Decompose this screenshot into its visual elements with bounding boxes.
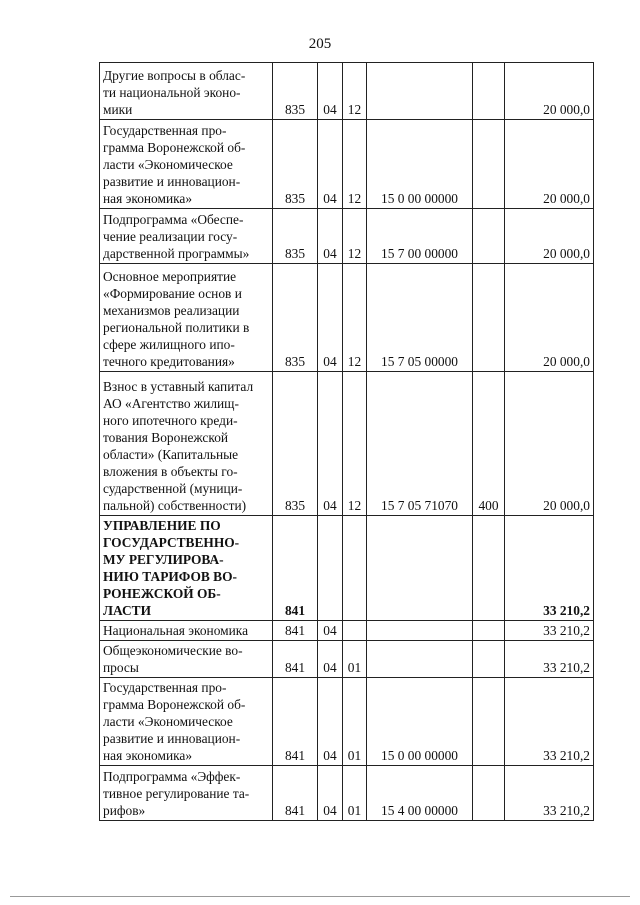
cell-section (318, 516, 343, 621)
cell-amount: 20 000,0 (505, 264, 594, 372)
cell-section: 04 (318, 641, 343, 678)
table-row (100, 120, 594, 209)
cell-subsection: 12 (343, 264, 367, 372)
cell-section: 04 (318, 678, 343, 766)
table-row (100, 641, 594, 678)
cell-ministry: 841 (273, 621, 318, 641)
cell-amount: 20 000,0 (505, 120, 594, 209)
cell-subsection: 12 (343, 63, 367, 120)
cell-ministry: 841 (273, 678, 318, 766)
cell-name: Государственная про- грамма Воронежской об- ласти «Экономическое развитие и инновацион- ная экономика» (100, 120, 273, 209)
cell-expense-type (473, 621, 505, 641)
cell-expense-type (473, 516, 505, 621)
cell-amount: 33 210,2 (505, 678, 594, 766)
cell-amount: 20 000,0 (505, 372, 594, 516)
cell-ministry: 835 (273, 264, 318, 372)
cell-section: 04 (318, 209, 343, 264)
table-row (100, 209, 594, 264)
cell-name: Государственная про- грамма Воронежской об- ласти «Экономическое развитие и инновацион- ная экономика» (100, 678, 273, 766)
cell-target (367, 516, 473, 621)
cell-expense-type (473, 209, 505, 264)
cell-amount: 20 000,0 (505, 209, 594, 264)
cell-target: 15 7 05 00000 (367, 264, 473, 372)
cell-section: 04 (318, 766, 343, 821)
cell-ministry: 835 (273, 209, 318, 264)
cell-expense-type (473, 120, 505, 209)
cell-subsection: 01 (343, 678, 367, 766)
cell-amount: 33 210,2 (505, 516, 594, 621)
cell-section: 04 (318, 264, 343, 372)
cell-amount: 33 210,2 (505, 641, 594, 678)
cell-target: 15 7 00 00000 (367, 209, 473, 264)
cell-subsection: 01 (343, 766, 367, 821)
page-number: 205 (308, 36, 332, 52)
cell-subsection: 12 (343, 209, 367, 264)
cell-ministry: 841 (273, 766, 318, 821)
cell-subsection: 01 (343, 641, 367, 678)
cell-section: 04 (318, 120, 343, 209)
table-row (100, 678, 594, 766)
cell-name: Другие вопросы в облас- ти национальной эконо- мики (100, 63, 273, 120)
cell-target: 15 4 00 00000 (367, 766, 473, 821)
cell-name: Подпрограмма «Обеспе- чение реализации госу- дарственной программы» (100, 209, 273, 264)
cell-subsection (343, 516, 367, 621)
cell-name: УПРАВЛЕНИЕ ПО ГОСУДАРСТВЕННО- МУ РЕГУЛИРОВА- НИЮ ТАРИФОВ ВО- РОНЕЖСКОЙ ОБ- ЛАСТИ (100, 516, 273, 621)
cell-amount: 33 210,2 (505, 621, 594, 641)
cell-section: 04 (318, 63, 343, 120)
table-row (100, 621, 594, 641)
cell-expense-type (473, 641, 505, 678)
cell-name: Общеэкономические во- просы (100, 641, 273, 678)
table-row (100, 516, 594, 621)
table-row (100, 372, 594, 516)
table-row (100, 766, 594, 821)
budget-table (99, 62, 594, 821)
cell-ministry: 835 (273, 372, 318, 516)
cell-expense-type (473, 264, 505, 372)
cell-name: Подпрограмма «Эффек- тивное регулирование та- рифов» (100, 766, 273, 821)
cell-expense-type (473, 63, 505, 120)
cell-ministry: 835 (273, 120, 318, 209)
cell-ministry: 841 (273, 516, 318, 621)
table-row (100, 264, 594, 372)
cell-expense-type (473, 766, 505, 821)
cell-expense-type: 400 (473, 372, 505, 516)
cell-name: Взнос в уставный капитал АО «Агентство жилищ- ного ипотечного креди- тования Воронежской области» (Капитальные вложения в объекты го- сударственной (муници- пальной) собственности) (100, 372, 273, 516)
cell-section: 04 (318, 621, 343, 641)
cell-target: 15 0 00 00000 (367, 120, 473, 209)
cell-target: 15 0 00 00000 (367, 678, 473, 766)
cell-name: Национальная экономика (100, 621, 273, 641)
cell-amount: 33 210,2 (505, 766, 594, 821)
cell-target (367, 621, 473, 641)
cell-subsection: 12 (343, 120, 367, 209)
cell-ministry: 835 (273, 63, 318, 120)
cell-expense-type (473, 678, 505, 766)
cell-ministry: 841 (273, 641, 318, 678)
table-row (100, 63, 594, 120)
cell-target (367, 641, 473, 678)
cell-subsection: 12 (343, 372, 367, 516)
cell-target: 15 7 05 71070 (367, 372, 473, 516)
cell-amount: 20 000,0 (505, 63, 594, 120)
cell-name: Основное мероприятие «Формирование основ и механизмов реализации региональной политики в сфере жилищного ипо- течного кредитования» (100, 264, 273, 372)
cell-subsection (343, 621, 367, 641)
cell-section: 04 (318, 372, 343, 516)
cell-target (367, 63, 473, 120)
page-bottom-edge (10, 896, 630, 897)
